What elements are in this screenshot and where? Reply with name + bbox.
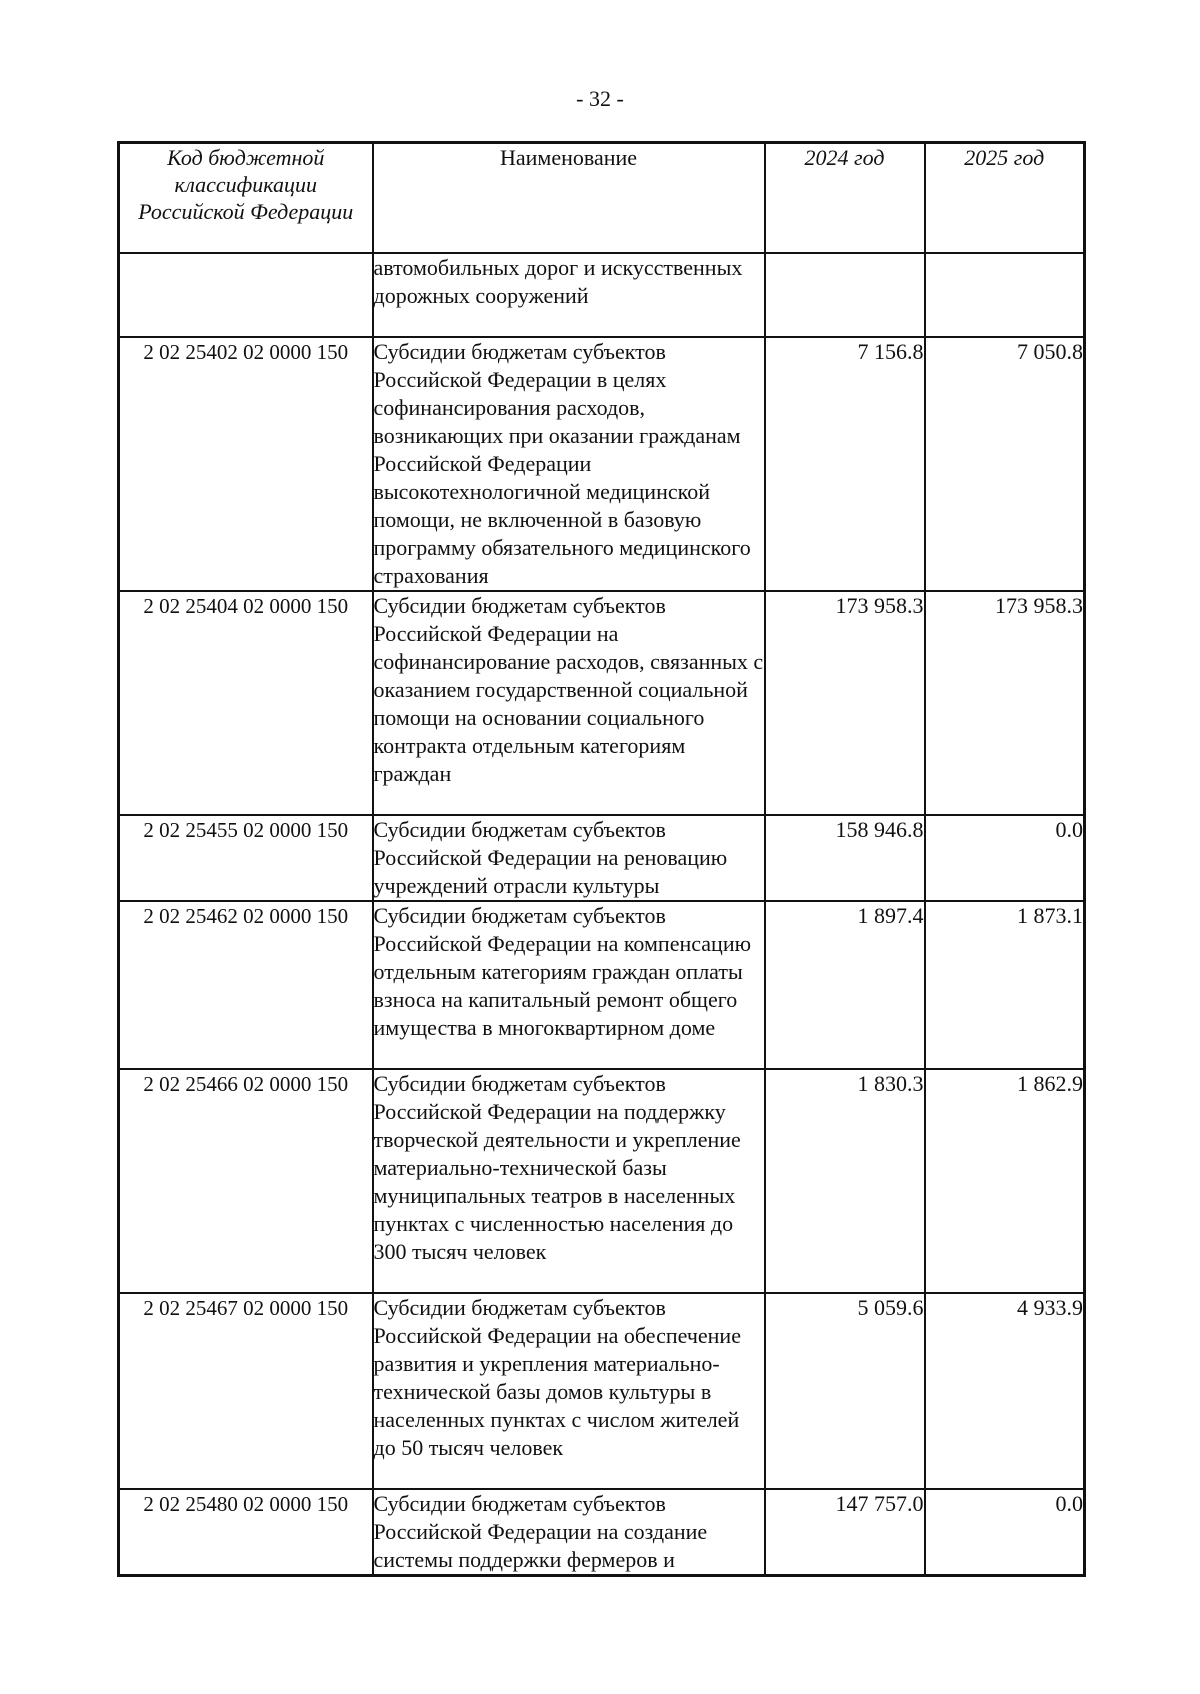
table-row (119, 1069, 1085, 1293)
table-row (119, 815, 1085, 901)
row-value-2025: 0.0 (925, 815, 1085, 901)
row-code: 2 02 25404 02 0000 150 (119, 591, 373, 815)
row-code: 2 02 25467 02 0000 150 (119, 1293, 373, 1489)
row-value-2024: 158 946.8 (765, 815, 925, 901)
row-name: Субсидии бюджетам субъектов Российской Федерации на создание системы поддержки фермеров и (373, 1489, 765, 1576)
row-value-2024: 147 757.0 (765, 1489, 925, 1576)
row-value-2025: 1 873.1 (925, 901, 1085, 1069)
row-name: Субсидии бюджетам субъектов Российской Федерации на компенсацию отдельным категориям граждан оплаты взноса на капитальный ремонт общего имущества в многоквартирном доме (373, 901, 765, 1069)
table-row (119, 901, 1085, 1069)
table-row (119, 591, 1085, 815)
row-value-2024 (765, 253, 925, 337)
row-code: 2 02 25466 02 0000 150 (119, 1069, 373, 1293)
row-code: 2 02 25402 02 0000 150 (119, 337, 373, 591)
row-code: 2 02 25462 02 0000 150 (119, 901, 373, 1069)
row-value-2024: 1 897.4 (765, 901, 925, 1069)
header-code-label: Код бюджетной классификации Российской Федерации (138, 145, 354, 224)
table-header-row (119, 143, 1085, 254)
row-name: Субсидии бюджетам субъектов Российской Федерации на софинансирование расходов, связанных с оказанием государственной социальной помощи на основании социального контракта отдельным категориям граждан (373, 591, 765, 815)
row-code (119, 253, 373, 337)
row-value-2025: 4 933.9 (925, 1293, 1085, 1489)
row-name: Субсидии бюджетам субъектов Российской Федерации на поддержку творческой деятельности и укрепление материально-технической базы муниципальных театров в населенных пунктах с численностью населения до 300 тысяч человек (373, 1069, 765, 1293)
row-name: автомобильных дорог и искусственных дорожных сооружений (373, 253, 765, 337)
row-code: 2 02 25455 02 0000 150 (119, 815, 373, 901)
row-value-2024: 173 958.3 (765, 591, 925, 815)
header-year-2024: 2024 год (765, 143, 925, 254)
table-row (119, 337, 1085, 591)
row-value-2025: 173 958.3 (925, 591, 1085, 815)
row-value-2025: 1 862.9 (925, 1069, 1085, 1293)
row-name: Субсидии бюджетам субъектов Российской Федерации на обеспечение развития и укрепления материально-технической базы домов культуры в населенных пунктах с числом жителей до 50 тысяч человек (373, 1293, 765, 1489)
row-code: 2 02 25480 02 0000 150 (119, 1489, 373, 1576)
row-value-2025 (925, 253, 1085, 337)
row-name: Субсидии бюджетам субъектов Российской Федерации в целях софинансирования расходов, возникающих при оказании гражданам Российской Федерации высокотехнологичной медицинской помощи, не включенной в базовую программу обязательного медицинского страхования (373, 337, 765, 591)
header-year-2025: 2025 год (925, 143, 1085, 254)
header-name: Наименование (373, 143, 765, 254)
row-name: Субсидии бюджетам субъектов Российской Федерации на реновацию учреждений отрасли культуры (373, 815, 765, 901)
header-code (119, 143, 373, 254)
page-number: - 32 - (576, 86, 624, 111)
row-value-2024: 5 059.6 (765, 1293, 925, 1489)
row-value-2024: 7 156.8 (765, 337, 925, 591)
row-value-2024: 1 830.3 (765, 1069, 925, 1293)
row-value-2025: 7 050.8 (925, 337, 1085, 591)
table-row (119, 1489, 1085, 1576)
table-row (119, 253, 1085, 337)
table-row (119, 1293, 1085, 1489)
row-value-2025: 0.0 (925, 1489, 1085, 1576)
budget-table (117, 141, 1086, 1577)
